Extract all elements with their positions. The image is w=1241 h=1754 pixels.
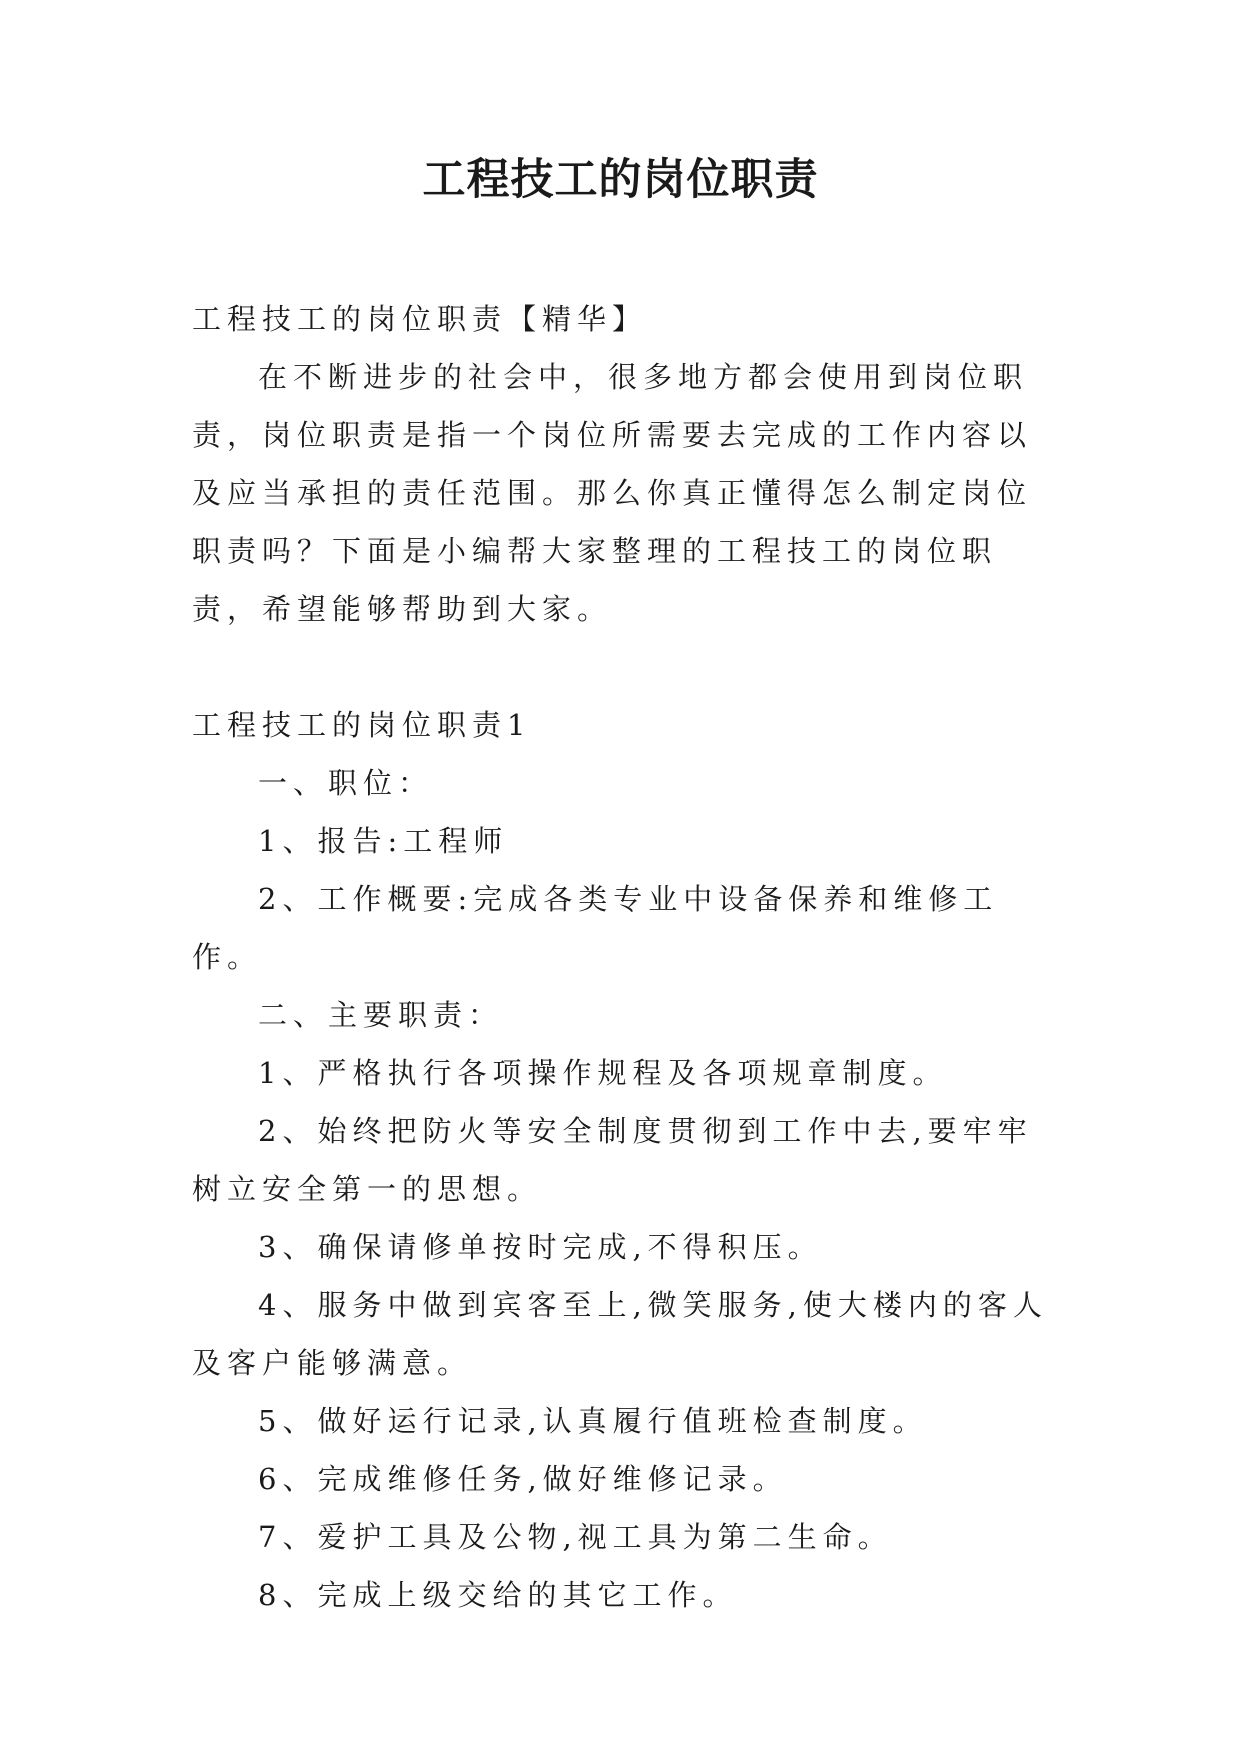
section-spacer [192, 638, 1062, 696]
duty-item: 3、确保请修单按时完成,不得积压。 [258, 1230, 823, 1264]
document-subtitle: 工程技工的岗位职责【精华】 [192, 302, 648, 336]
duty-item: 8、完成上级交给的其它工作。 [258, 1578, 738, 1612]
duties-heading: 二、主要职责： [258, 998, 504, 1032]
intro-paragraph: 在不断进步的社会中，很多地方都会使用到岗位职责，岗位职责是指一个岗位所需要去完成的工作内容以及应当承担的责任范围。那么你真正懂得怎么制定岗位职责吗？下面是小编帮大家整理的工程技工的岗位职责，希望能够帮助到大家。 [192, 360, 1033, 626]
section-heading: 工程技工的岗位职责1 [192, 708, 532, 742]
document-title: 工程技工的岗位职责 [422, 155, 819, 205]
duty-item: 5、做好运行记录,认真履行值班检查制度。 [258, 1404, 928, 1438]
position-heading: 一、职位： [258, 766, 434, 800]
position-item: 2、工作概要:完成各类专业中设备保养和维修工作。 [192, 882, 999, 974]
duty-item: 7、爱护工具及公物,视工具为第二生命。 [258, 1520, 893, 1554]
duty-item: 4、服务中做到宾客至上,微笑服务,使大楼内的客人及客户能够满意。 [192, 1288, 1048, 1380]
document-body [192, 290, 1062, 1624]
duty-item: 2、始终把防火等安全制度贯彻到工作中去,要牢牢树立安全第一的思想。 [192, 1114, 1033, 1206]
position-item: 1、报告:工程师 [258, 824, 509, 858]
duty-item: 6、完成维修任务,做好维修记录。 [258, 1462, 788, 1496]
duty-item: 1、严格执行各项操作规程及各项规章制度。 [258, 1056, 948, 1090]
